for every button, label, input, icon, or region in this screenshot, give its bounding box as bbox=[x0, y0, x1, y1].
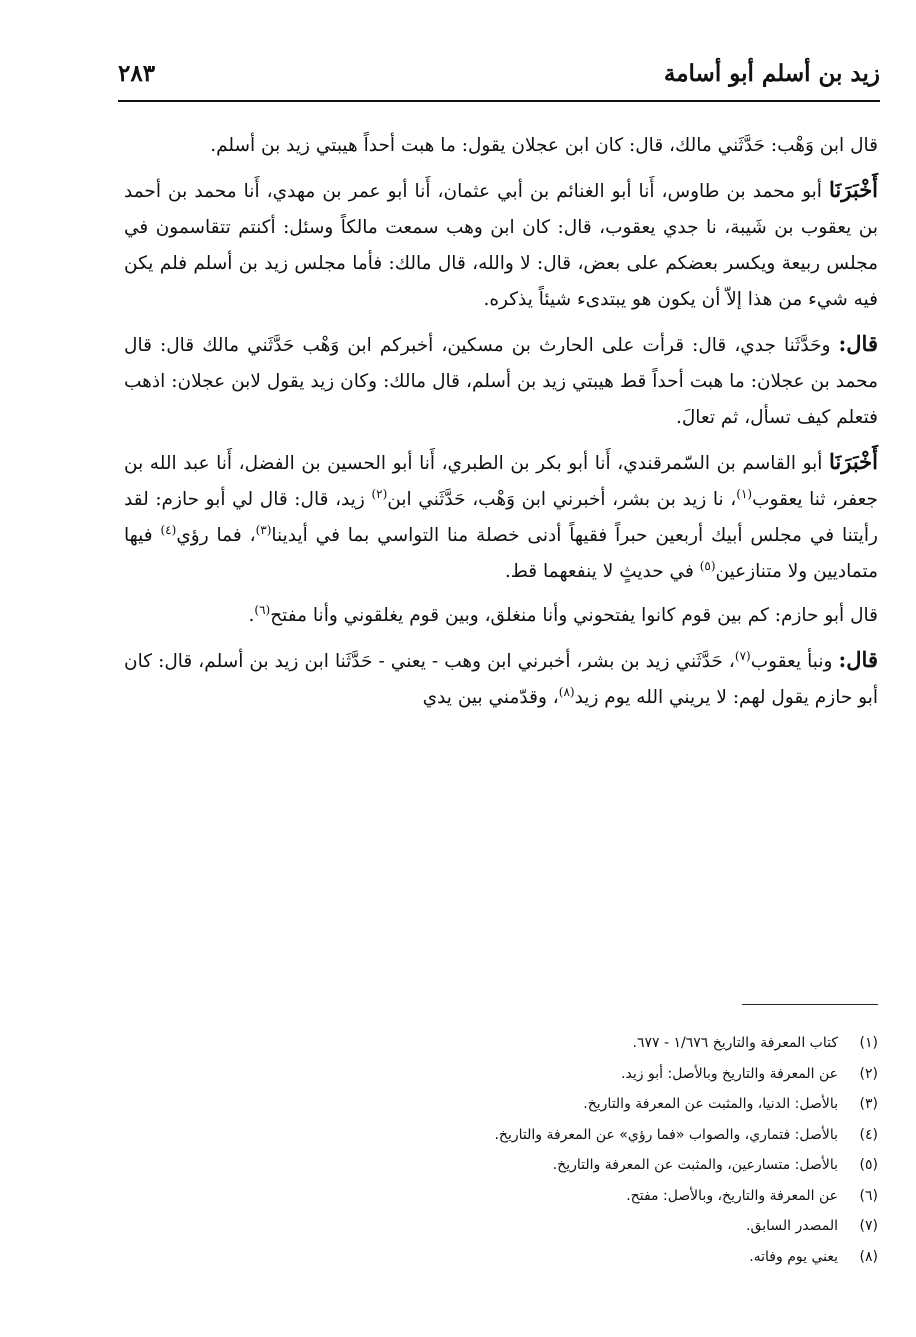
footnote-text: كتاب المعرفة والتاريخ ١/٦٧٦ - ٦٧٧. bbox=[632, 1035, 838, 1051]
footnote-reference: (٦) bbox=[254, 602, 271, 617]
paragraph-text: ، وقدّمني بين يدي bbox=[422, 687, 559, 708]
paragraph-lead-word: قال: bbox=[838, 331, 878, 356]
footnote bbox=[124, 1061, 878, 1092]
footnote bbox=[124, 1030, 878, 1061]
footnote-text: المصدر السابق. bbox=[746, 1218, 838, 1234]
footnote-text: يعني يوم وفاته. bbox=[749, 1248, 838, 1265]
paragraph-text: ونبأ يعقوب bbox=[750, 651, 833, 672]
footnote bbox=[124, 1244, 878, 1275]
paragraph-text: في حديثٍ لا ينفعهما قط. bbox=[504, 561, 700, 582]
paragraph-text: ، حَدَّثَني زيد بن بشر، أخبرني ابن وهب - يعني - حَدَّثَنا ابن زيد بن أسلم، قال: كان أبو حازم يقول لهم: لا يريني الله يوم زيد bbox=[124, 651, 878, 708]
footnote bbox=[124, 1183, 878, 1214]
footnote-number: (٧) bbox=[859, 1218, 878, 1234]
page-header bbox=[118, 60, 880, 102]
footnote-number: (٤) bbox=[859, 1126, 878, 1143]
footnote-text: بالأصل: متسارعين، والمثبت عن المعرفة والتاريخ. bbox=[552, 1157, 838, 1173]
footnotes bbox=[124, 1030, 878, 1274]
paragraph bbox=[124, 444, 878, 590]
footnote bbox=[124, 1122, 878, 1153]
paragraph bbox=[124, 326, 878, 436]
main-text bbox=[124, 128, 878, 724]
footnote-number: (١) bbox=[859, 1035, 878, 1051]
paragraph-text: قال ابن وَهْب: حَدَّثَني مالك، قال: كان ابن عجلان يقول: ما هبت أحداً هيبتي زيد بن أسلم. bbox=[210, 135, 878, 156]
footnote-text: بالأصل: الدنيا، والمثبت عن المعرفة والتاريخ. bbox=[583, 1096, 838, 1112]
paragraph-text: زيد، قال: قال لي أبو حازم: لقد رأيتنا في مجلس أبيك أربعين حبراً فقيهاً أدنى خصلة منا التواسي بما في أيدينا bbox=[124, 489, 878, 546]
footnote-reference: (٧) bbox=[734, 648, 751, 663]
footnote-number: (٣) bbox=[859, 1096, 878, 1112]
footnote bbox=[124, 1213, 878, 1244]
paragraph-text: فيها متماديين ولا متنازعين bbox=[124, 525, 878, 582]
footnote-text: بالأصل: فتماري، والصواب «فما رؤي» عن المعرفة والتاريخ. bbox=[494, 1126, 838, 1143]
page-number: ٢٨٣ bbox=[118, 60, 156, 87]
paragraph-text: . bbox=[248, 605, 255, 626]
footnote-number: (٢) bbox=[859, 1065, 878, 1082]
paragraph bbox=[124, 642, 878, 716]
paragraph-text: ، فما رؤي bbox=[176, 525, 256, 546]
paragraph bbox=[124, 172, 878, 318]
footnote-reference: (١) bbox=[736, 486, 753, 501]
footnote-reference: (٤) bbox=[160, 522, 177, 537]
paragraph-text: أبو محمد بن طاوس، أَنا أبو الغنائم بن أبي عثمان، أَنا أبو عمر بن مهدي، أَنا محمد بن أحمد بن يعقوب بن شَيبة، نا جدي يعقوب، قال: كان ابن وهب سمعت مالكاً وسئل: أكنتم تتقاسمون في مجلس ربيعة ويكسر بعضكم على بعض، قال: لا والله، قال مالك: فأما مجلس زيد بن أسلم فلم يكن فيه شيء من هذا إلاّ أن يكون هو يبتدىء شيئاً يذكره. bbox=[124, 181, 878, 310]
footnote-text: عن المعرفة والتاريخ وبالأصل: أبو زيد. bbox=[621, 1065, 838, 1082]
footnote-reference: (٢) bbox=[371, 486, 388, 501]
footnote-reference: (٣) bbox=[255, 522, 272, 537]
paragraph bbox=[124, 598, 878, 634]
running-title: زيد بن أسلم أبو أسامة bbox=[663, 60, 880, 87]
paragraph-lead-word: أَخْبَرَنَا bbox=[829, 177, 879, 202]
paragraph-lead-word: قال: bbox=[838, 647, 878, 672]
paragraph-text: قال أبو حازم: كم بين قوم كانوا يفتحوني وأنا منغلق، وبين قوم يغلقوني وأنا مفتح bbox=[270, 605, 878, 626]
footnote-reference: (٥) bbox=[699, 558, 716, 573]
paragraph-text: وحَدَّثَنا جدي، قال: قرأت على الحارث بن مسكين، أخبركم ابن وَهْب حَدَّثَني مالك قال: قال محمد بن عجلان: ما هبت أحداً قط هيبتي زيد بن أسلم، قال مالك: وكان زيد يقول لابن عجلان: اذهب فتعلم كيف تسأل، ثم تعالَ. bbox=[124, 335, 878, 428]
footnote bbox=[124, 1091, 878, 1122]
footnote-number: (٨) bbox=[859, 1248, 878, 1265]
footnote-number: (٥) bbox=[859, 1157, 878, 1173]
paragraph-lead-word: أَخْبَرَنَا bbox=[829, 449, 878, 474]
footnote-separator bbox=[742, 1004, 878, 1005]
paragraph-text: أبو القاسم بن السّمرقندي، أَنا أبو بكر بن الطبري، أَنا أبو الحسين بن الفضل، أَنا عبد الله بن جعفر، ثنا يعقوب bbox=[124, 453, 878, 510]
footnote-reference: (٨) bbox=[558, 684, 575, 699]
paragraph bbox=[124, 128, 878, 164]
footnote bbox=[124, 1152, 878, 1183]
footnote-text: عن المعرفة والتاريخ، وبالأصل: مفتح. bbox=[626, 1187, 838, 1204]
paragraph-text: ، نا زيد بن بشر، أخبرني ابن وَهْب، حَدَّثَني ابن bbox=[387, 489, 737, 510]
footnote-number: (٦) bbox=[859, 1187, 878, 1204]
